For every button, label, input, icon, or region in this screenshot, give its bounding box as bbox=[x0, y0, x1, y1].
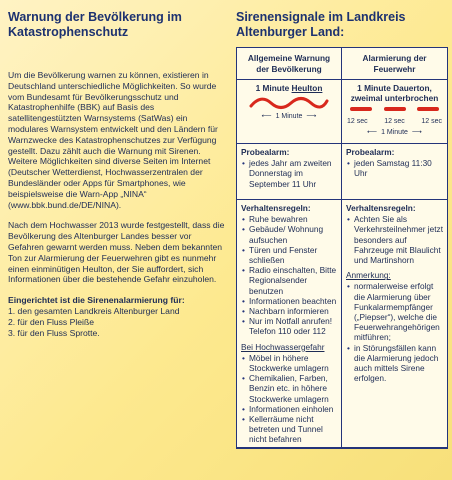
right-column bbox=[236, 10, 448, 449]
left-column bbox=[8, 10, 226, 338]
siren-table bbox=[236, 47, 448, 449]
col2-probealarm: Probealarm: • jeden Samstag 11:30 Uhr bbox=[342, 144, 447, 200]
duration-arrow: ⟵ 1 Minute ⟶ bbox=[367, 128, 422, 136]
coverage-list bbox=[8, 306, 226, 338]
left-title: Warnung der Bevölkerung im Katastrophenschutz bbox=[8, 10, 182, 39]
col1-probealarm: Probealarm: • jedes Jahr am zweiten Donnerstag im September 11 Uhr bbox=[237, 144, 342, 200]
coverage-subtitle: Eingerichtet ist die Sirenenalarmierung für: bbox=[8, 295, 185, 306]
bars-icon bbox=[346, 107, 443, 111]
duration-arrow: ⟵ 1 Minute ⟶ bbox=[261, 113, 317, 121]
coverage-item: 2. für den Fluss Pleiße bbox=[8, 316, 94, 327]
warning-signal-cell bbox=[237, 80, 342, 144]
col1-header: Allgemeine Warnung der Bevölkerung bbox=[237, 48, 342, 80]
warning-signal-label: 1 Minute Heulton bbox=[255, 83, 323, 93]
wave-icon bbox=[249, 96, 329, 110]
fire-signal-cell bbox=[342, 80, 447, 144]
col1-rules: Verhaltensregeln: • Ruhe bewahren • Gebäude/ Wohnung aufsuchen • Türen und Fenster schließen • Radio einschalten, Bitte Regionalsender benutzen • Informationen beachten • Nachbarn informieren • Nur im Notfall anrufen! Telefon 110 oder 112 Bei Hochwassergefahr • Möbel in höhere Stockwerke umlagern • Chemikalien, Farben, Benzin etc. in höhere Stockwerke umlagern • Informationen einholen • Kellerräume nicht betreten und Tunnel nicht befahren bbox=[237, 200, 342, 448]
right-title: Sirenensignale im Landkreis Altenburger Land: bbox=[236, 10, 406, 39]
intro-paragraph: Um die Bevölkerung warnen zu können, existieren in Deutschland unterschiedliche Möglichkeiten. So wurde vom Bundesamt für Bevölkerungsschutz und Katastrophenhilfe (BBK) auf Basis des satellitengestützten Warnsystems (SatWas) ein modulares Warnsystem entwickelt und den Ländern für Warnzwecke des Katastrophenschutzes zur Verfügung gestellt. Dazu zählt auch die Warnung mit Sirenen. Weitere Möglichkeiten sind diverse Seiten im Internet (Deutscher Wetterdienst, Hochwasserzentralen der Bundesländer oder Apps für Smartphones, wie beispielsweise die Warn-App „NINA“ (www.bbk.bund.de/DE/NINA). bbox=[8, 70, 218, 210]
col2-rules: Verhaltensregeln: • Achten Sie als Verkehrsteilnehmer jetzt besonders auf Fahrzeuge mit Blaulicht und Martinshorn Anmerkung: • normalerweise erfolgt die Alarmierung über Funkalarmempfänger („Piepser“), welche die Feuerwehrangehörigen mitführen; • in Störungsfällen kann die Alarmierung jedoch auch mittels Sirene erfolgen. bbox=[342, 200, 447, 448]
tick-labels: 12 sec 12 sec 12 sec bbox=[347, 118, 442, 126]
col2-header: Alarmierung der Feuerwehr bbox=[342, 48, 447, 80]
coverage-item: 3. für den Fluss Sprotte. bbox=[8, 327, 100, 338]
flood-paragraph: Nach dem Hochwasser 2013 wurde festgestellt, dass die Bevölkerung des Altenburger Landes besser vor Gefahren gewarnt werden muss. Neben dem bekannten Ton zur Alarmierung der Feuerwehren gibt es nunmehr einen einminütigen Heulton, der Sie auffordert, sich Informationen über die bestehende Gefahr einzuholen. bbox=[8, 220, 225, 285]
coverage-item: 1. den gesamten Landkreis Altenburger Land bbox=[8, 305, 180, 316]
fire-signal-label: 1 Minute Dauerton, zweimal unterbrochen bbox=[350, 83, 439, 104]
